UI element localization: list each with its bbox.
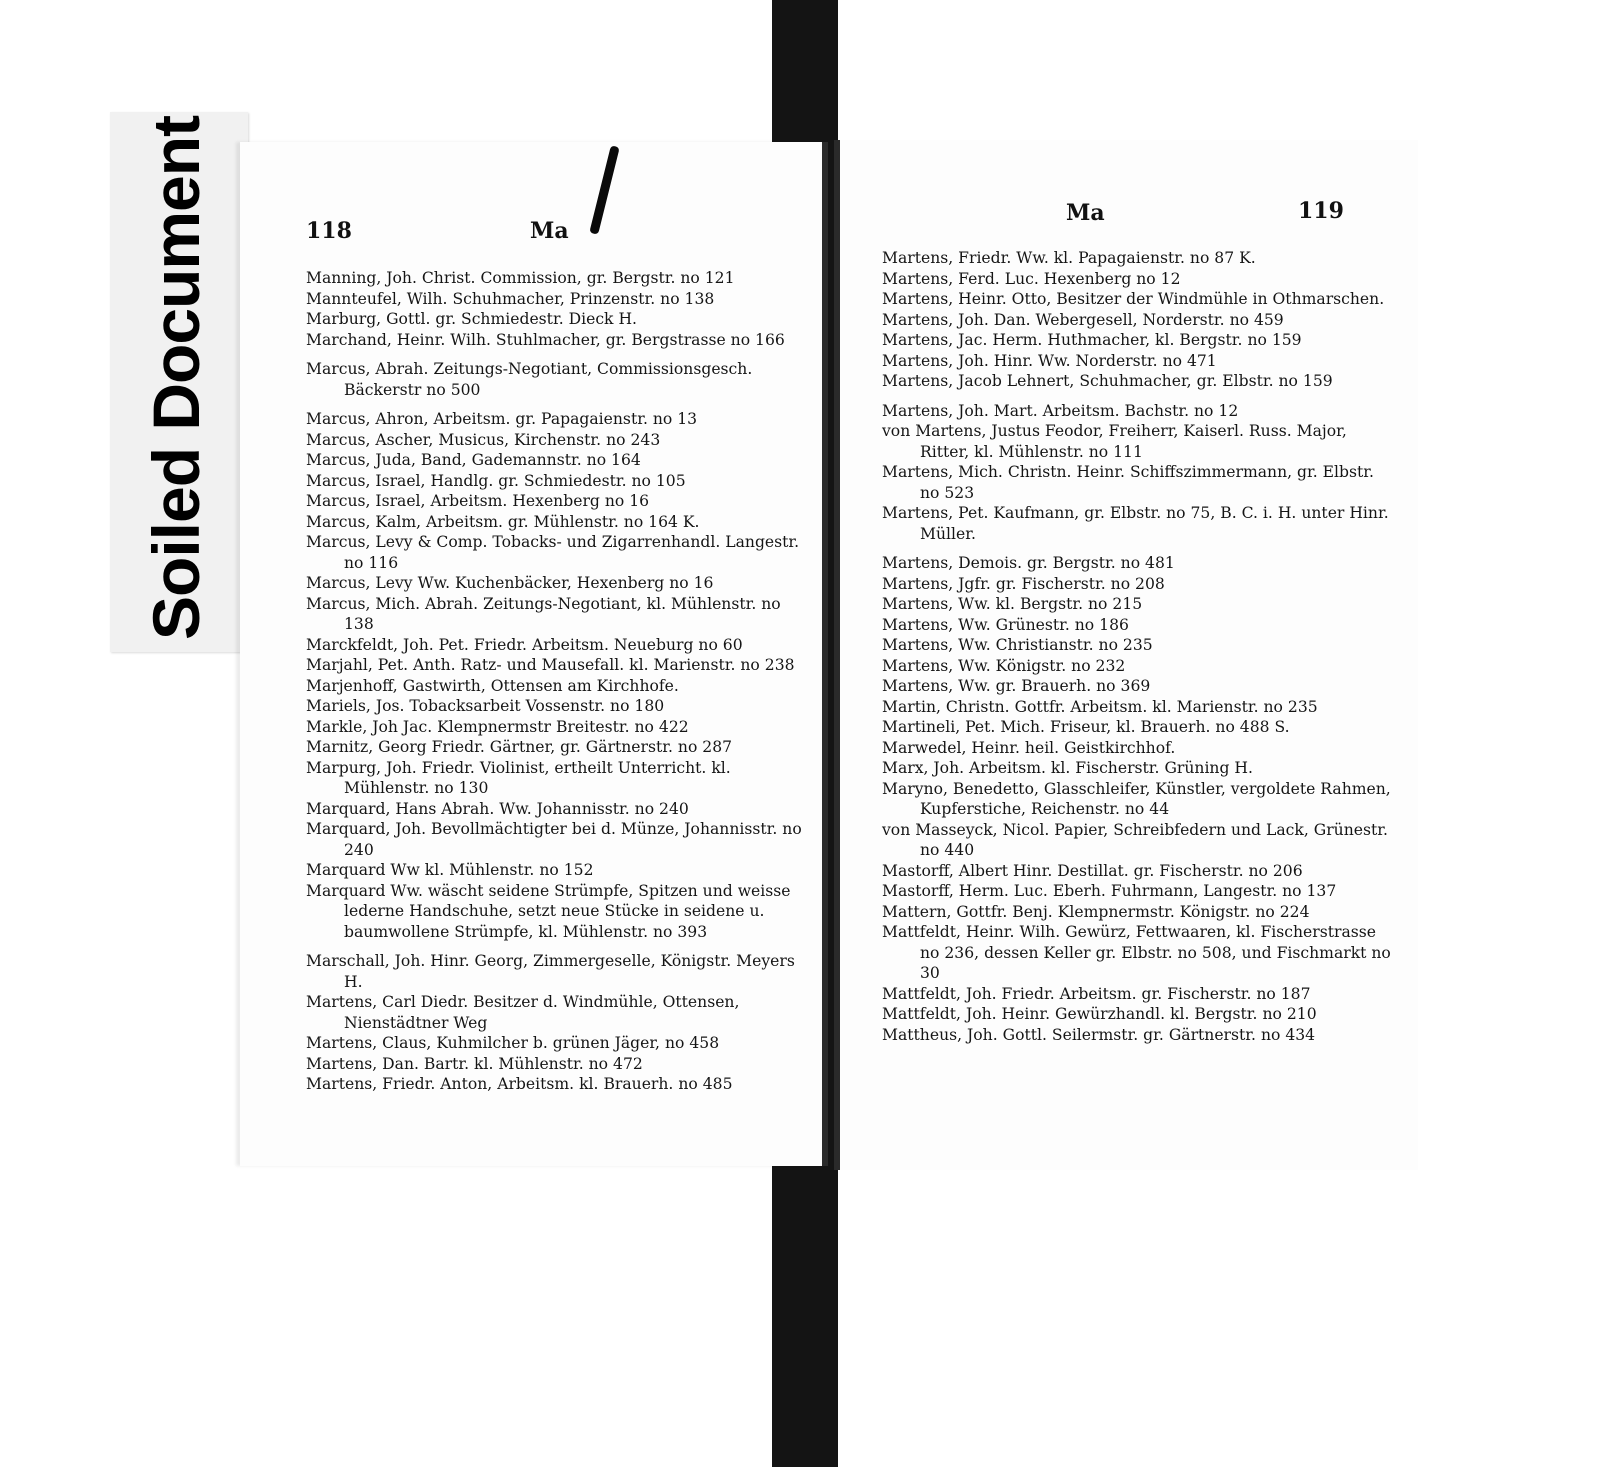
directory-entry: Martens, Ww. kl. Bergstr. no 215 <box>882 595 1143 613</box>
right-page <box>834 140 1418 1170</box>
directory-entry: von Martens, Justus Feodor, Freiherr, Kaiserl. Russ. Major, Ritter, kl. Mühlenstr. no 111 <box>882 422 1347 461</box>
ink-stroke-mark <box>589 145 620 235</box>
directory-entry: Marcus, Ahron, Arbeitsm. gr. Papagaienstr. no 13 <box>306 410 698 428</box>
directory-entry: Martens, Ferd. Luc. Hexenberg no 12 <box>882 269 1181 288</box>
directory-entry: von Masseyck, Nicol. Papier, Schreibfedern und Lack, Grünestr. no 440 <box>882 820 1388 859</box>
page-number: 119 <box>1298 198 1344 224</box>
page-header: Ma <box>530 218 569 244</box>
directory-entry: Marcus, Israel, Handlg. gr. Schmiedestr. no 105 <box>306 471 686 490</box>
directory-entry: Martens, Joh. Dan. Webergesell, Norderstr. no 459 <box>882 310 1284 329</box>
directory-entry: Martin, Christn. Gottfr. Arbeitsm. kl. Marienstr. no 235 <box>882 697 1318 716</box>
directory-entry: Marcus, Abrah. Zeitungs-Negotiant, Commissionsgesch. Bäckerstr no 500 <box>306 360 753 399</box>
directory-entry: Maryno, Benedetto, Glasschleifer, Künstler, vergoldete Rahmen, Kupferstiche, Reichenstr. no 44 <box>882 779 1391 818</box>
directory-entry: Mattfeldt, Joh. Friedr. Arbeitsm. gr. Fischerstr. no 187 <box>882 984 1311 1003</box>
directory-entry: Marcus, Israel, Arbeitsm. Hexenberg no 16 <box>306 492 650 510</box>
directory-entry: Marcus, Levy & Comp. Tobacks- und Zigarrenhandl. Langestr. no 116 <box>306 533 800 572</box>
directory-entry: Mariels, Jos. Tobacksarbeit Vossenstr. no 180 <box>306 697 665 715</box>
directory-entry: Marckfeldt, Joh. Pet. Friedr. Arbeitsm. Neueburg no 60 <box>306 635 743 654</box>
directory-entry: Mattfeldt, Joh. Heinr. Gewürzhandl. kl. Bergstr. no 210 <box>882 1005 1317 1023</box>
directory-entry: Martens, Friedr. Anton, Arbeitsm. kl. Brauerh. no 485 <box>306 1075 733 1093</box>
directory-entry: Marquard Ww kl. Mühlenstr. no 152 <box>306 861 594 879</box>
directory-entry: Mannteufel, Wilh. Schuhmacher, Prinzenstr. no 138 <box>306 289 715 308</box>
directory-entry: Mastorff, Herm. Luc. Eberh. Fuhrmann, Langestr. no 137 <box>882 882 1337 900</box>
directory-entry: Martineli, Pet. Mich. Friseur, kl. Brauerh. no 488 S. <box>882 718 1290 736</box>
directory-entry: Marnitz, Georg Friedr. Gärtner, gr. Gärtnerstr. no 287 <box>306 738 733 756</box>
directory-entry: Martens, Ww. Christianstr. no 235 <box>882 636 1153 654</box>
directory-entry: Martens, Dan. Bartr. kl. Mühlenstr. no 472 <box>306 1054 643 1073</box>
directory-entry: Martens, Claus, Kuhmilcher b. grünen Jäger, no 458 <box>306 1034 720 1052</box>
directory-entry: Martens, Carl Diedr. Besitzer d. Windmühle, Ottensen, Nienstädtner Weg <box>306 993 740 1032</box>
directory-entry: Martens, Ww. Königstr. no 232 <box>882 656 1126 675</box>
directory-entry: Mastorff, Albert Hinr. Destillat. gr. Fischerstr. no 206 <box>882 861 1303 880</box>
directory-entry: Martens, Ww. gr. Brauerh. no 369 <box>882 677 1151 695</box>
directory-entry: Martens, Demois. gr. Bergstr. no 481 <box>882 554 1175 572</box>
directory-entry: Marquard Ww. wäscht seidene Strümpfe, Spitzen und weisse lederne Handschuhe, setzt neue Stücke in seidene u. baumwollene Strümpfe, kl. Mühlenstr. no 393 <box>306 881 791 941</box>
directory-entry: Marx, Joh. Arbeitsm. kl. Fischerstr. Grüning H. <box>882 759 1253 777</box>
directory-entry: Markle, Joh Jac. Klempnermstr Breitestr. no 422 <box>306 717 689 736</box>
directory-entry: Marschall, Joh. Hinr. Georg, Zimmergeselle, Königstr. Meyers H. <box>306 952 795 991</box>
directory-entry: Mattfeldt, Heinr. Wilh. Gewürz, Fettwaaren, kl. Fischerstrasse no 236, dessen Keller gr. Elbstr. no 508, und Fischmarkt no 30 <box>882 923 1391 982</box>
directory-entry: Marquard, Hans Abrah. Ww. Johannisstr. no 240 <box>306 799 689 818</box>
directory-entry: Marjahl, Pet. Anth. Ratz- und Mausefall. kl. Marienstr. no 238 <box>306 656 795 674</box>
directory-entry: Marcus, Mich. Abrah. Zeitungs-Negotiant, kl. Mühlenstr. no 138 <box>306 594 781 633</box>
directory-entry: Martens, Jacob Lehnert, Schuhmacher, gr. Elbstr. no 159 <box>882 372 1333 390</box>
page-number: 118 <box>306 218 352 244</box>
directory-entry: Marpurg, Joh. Friedr. Violinist, ertheilt Unterricht. kl. Mühlenstr. no 130 <box>306 758 731 797</box>
directory-entry: Martens, Ww. Grünestr. no 186 <box>882 615 1129 634</box>
directory-entry: Marwedel, Heinr. heil. Geistkirchhof. <box>882 738 1176 757</box>
directory-entry: Manning, Joh. Christ. Commission, gr. Bergstr. no 121 <box>306 269 735 287</box>
directory-entry: Mattern, Gottfr. Benj. Klempnermstr. Königstr. no 224 <box>882 902 1310 921</box>
directory-entry: Martens, Jgfr. gr. Fischerstr. no 208 <box>882 574 1165 593</box>
directory-entry: Marchand, Heinr. Wilh. Stuhlmacher, gr. Bergstrasse no 166 <box>306 330 785 349</box>
directory-entry: Martens, Pet. Kaufmann, gr. Elbstr. no 75, B. C. i. H. unter Hinr. Müller. <box>882 504 1389 543</box>
entry-list <box>882 248 1392 1045</box>
directory-entry: Martens, Heinr. Otto, Besitzer der Windmühle in Othmarschen. <box>882 290 1385 308</box>
directory-entry: Marcus, Levy Ww. Kuchenbäcker, Hexenberg no 16 <box>306 574 714 592</box>
directory-entry: Martens, Jac. Herm. Huthmacher, kl. Bergstr. no 159 <box>882 331 1302 349</box>
directory-entry: Marcus, Juda, Band, Gademannstr. no 164 <box>306 451 641 469</box>
page-header: Ma <box>1066 200 1105 226</box>
directory-entry: Martens, Mich. Christn. Heinr. Schiffszimmermann, gr. Elbstr. no 523 <box>882 463 1374 502</box>
directory-entry: Marquard, Joh. Bevollmächtigter bei d. Münze, Johannisstr. no 240 <box>306 820 802 859</box>
directory-entry: Marburg, Gottl. gr. Schmiedestr. Dieck H. <box>306 310 638 328</box>
left-page <box>240 142 828 1166</box>
directory-entry: Martens, Joh. Mart. Arbeitsm. Bachstr. no 12 <box>882 401 1239 420</box>
directory-entry: Marjenhoff, Gastwirth, Ottensen am Kirchhofe. <box>306 676 679 695</box>
entry-list <box>306 268 806 1095</box>
soiled-document-label: Soiled Document <box>139 115 213 640</box>
directory-entry: Mattheus, Joh. Gottl. Seilermstr. gr. Gärtnerstr. no 434 <box>882 1025 1316 1044</box>
directory-entry: Marcus, Kalm, Arbeitsm. gr. Mühlenstr. no 164 K. <box>306 512 700 531</box>
directory-entry: Martens, Joh. Hinr. Ww. Norderstr. no 471 <box>882 351 1217 370</box>
directory-entry: Marcus, Ascher, Musicus, Kirchenstr. no 243 <box>306 430 661 449</box>
directory-entry: Martens, Friedr. Ww. kl. Papagaienstr. no 87 K. <box>882 249 1256 267</box>
